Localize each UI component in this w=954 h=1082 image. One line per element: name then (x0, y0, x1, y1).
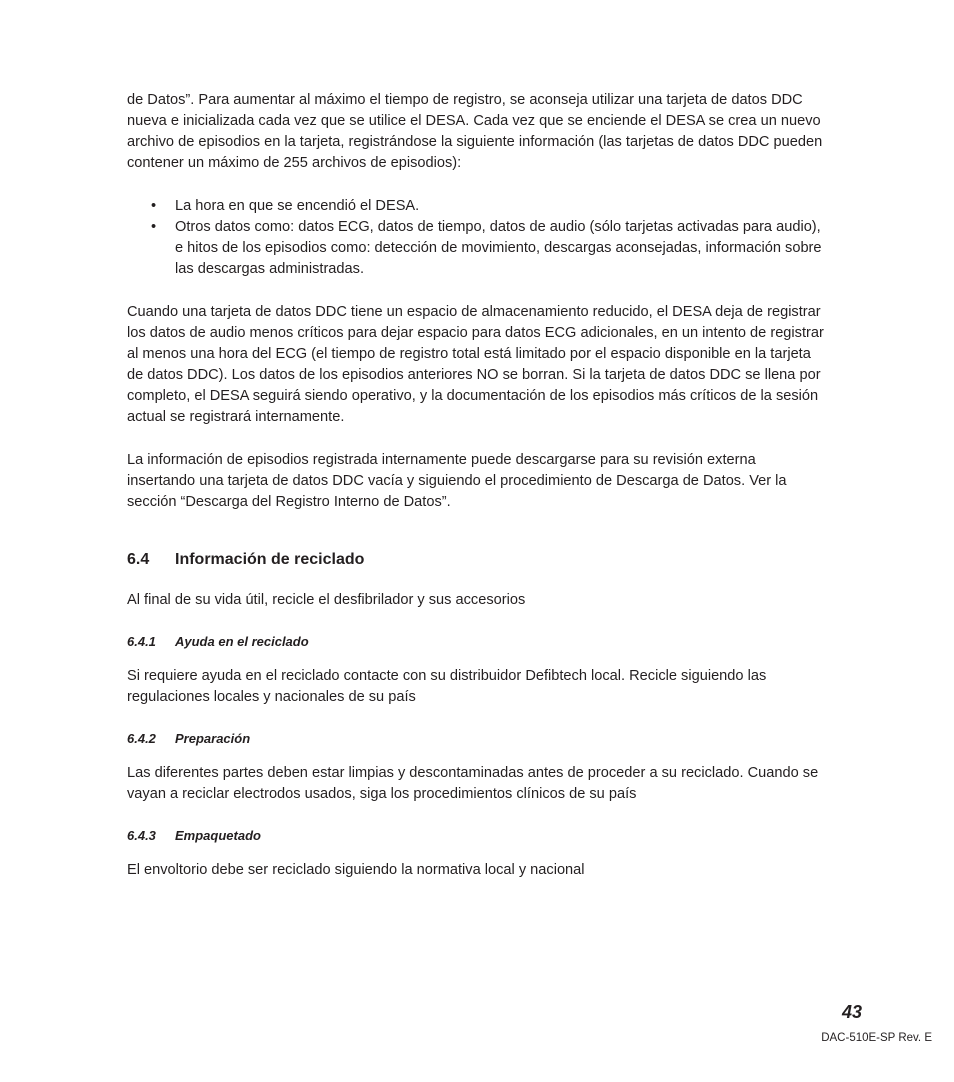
bullet-marker: • (151, 219, 157, 235)
subsection-title: Empaquetado (175, 828, 261, 843)
section-intro-paragraph: Al final de su vida útil, recicle el desfibrilador y sus accesorios (127, 592, 526, 608)
subsection-heading (127, 826, 827, 846)
subsection-heading (127, 729, 827, 749)
subsection-paragraph: Si requiere ayuda en el reciclado contacte con su distribuidor Defibtech local. Recicle siguiendo las regulaciones locales y nacionales de su país (127, 668, 767, 705)
list-item-text: La hora en que se encendió el DESA. (175, 198, 420, 214)
subsection-title: Preparación (175, 731, 251, 746)
subsection-heading (127, 632, 827, 652)
subsection-paragraph: El envoltorio debe ser reciclado siguiendo la normativa local y nacional (127, 862, 585, 878)
subsection-number: 6.4.2 (127, 731, 156, 746)
storage-paragraph: Cuando una tarjeta de datos DDC tiene un espacio de almacenamiento reducido, el DESA deja de registrar los datos de audio menos críticos para dejar espacio para datos ECG adicionales, en un intento de registrar al menos una hora del ECG (el tiempo de registro total está limitado por el espacio disponible en la tarjeta de datos DDC). Los datos de los episodios anteriores NO se borran. Si la tarjeta de datos DDC se llena por completo, el DESA seguirá siendo operativo, y la documentación de los episodios más críticos de la sesión actual se registrará internamente. (127, 304, 824, 425)
intro-paragraph: de Datos”. Para aumentar al máximo el tiempo de registro, se aconseja utilizar una tarjeta de datos DDC nueva e inicializada cada vez que se utilice el DESA. Cada vez que se enciende el DESA se crea un nuevo archivo de episodios en la tarjeta, registrándose la siguiente información (las tarjetas de datos DDC pueden contener un máximo de 255 archivos de episodios): (127, 92, 823, 171)
document-code: DAC-510E-SP Rev. E (821, 1032, 932, 1044)
section-title: Información de reciclado (175, 551, 365, 568)
subsection-number: 6.4.1 (127, 634, 156, 649)
list-item-text: Otros datos como: datos ECG, datos de tiempo, datos de audio (sólo tarjetas activadas para audio), e hitos de los episodios como: detección de movimiento, descargas aconsejadas, información sobre las descargas administradas. (175, 219, 822, 277)
download-paragraph: La información de episodios registrada internamente puede descargarse para su revisión externa insertando una tarjeta de datos DDC vacía y siguiendo el procedimiento de Descarga de Datos. Ver la sección “Descarga del Registro Interno de Datos”. (127, 452, 787, 510)
subsection-number: 6.4.3 (127, 828, 156, 843)
bullet-marker: • (151, 198, 157, 214)
bullet-list (127, 196, 827, 280)
subsection-paragraph: Las diferentes partes deben estar limpias y descontaminadas antes de proceder a su reciclado. Cuando se vayan a reciclar electrodos usados, siga los procedimientos clínicos de su país (127, 765, 819, 802)
list-item (127, 217, 827, 280)
section-heading (127, 549, 827, 571)
list-item (127, 196, 827, 217)
page-number: 43 (841, 1002, 862, 1022)
subsection-title: Ayuda en el reciclado (175, 634, 309, 649)
section-number: 6.4 (127, 551, 150, 568)
page-body (127, 90, 827, 881)
